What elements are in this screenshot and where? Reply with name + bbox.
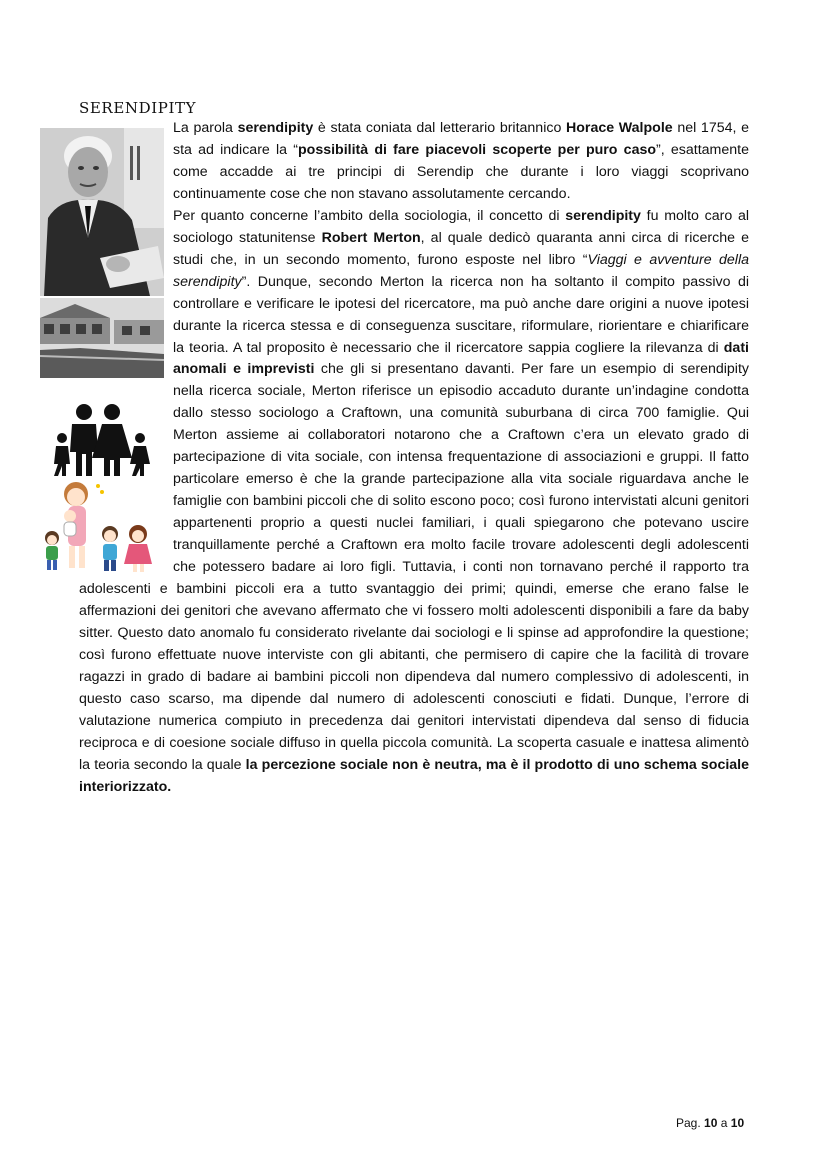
bold-definition: possibilità di fare piacevoli scoperte per puro caso: [297, 141, 657, 158]
article-body: [79, 118, 749, 799]
text-run: ”, esattamente come accadde ai tre principi di Serendip che durante i loro viaggi scoprivano continuamente cose che non stavano assolutamente cercando.: [173, 141, 749, 202]
bold-name: Robert Merton: [321, 229, 421, 246]
bold-key-phrase: dati anomali e imprevisti: [173, 339, 749, 378]
text-run: , al quale dedicò quaranta anni circa di ricerche e studi che, in un secondo momento, furono esposte nel libro “: [173, 229, 749, 268]
page-title: SERENDIPITY: [79, 99, 197, 117]
text-run: La parola: [173, 120, 238, 136]
text-run: nel 1754, e sta ad indicare la “: [173, 120, 749, 158]
page-current: 10: [704, 1116, 718, 1130]
page-number: [676, 1116, 744, 1130]
text-run: è stata coniata dal letterario britannico: [313, 120, 567, 136]
text-run: che gli si presentano davanti. Per fare un esempio di serendipity nella ricerca sociale, Merton riferisce un episodio accaduto durante un’indagine condotta dallo stesso sociologo a Craftown, una comunità suburbana di circa 700 famiglie. Qui Merton assieme ai collaboratori notarono che a Craftown c’era un elevato grado di partecipazione di vita sociale, con intensa frequentazione di associazioni e gruppi. Il fatto particolare emerso è che la grande partecipazione alla vita sociale riguardava anche le famiglie con bambini piccoli che di solito escono poco; così furono intervistati alcuni genitori appartenenti proprio a questi nuclei familiari, i quali spiegarono che potevano uscire tranquillamente perché a Craftown era molto facile trovare adolescenti degli adolescenti che potessero badare ai loro figli. Tuttavia, i conti non tornavano perché il rapporto tra adolescenti e bambini piccoli era a tutto svantaggio dei primi; quindi, emerse che erano false le affermazioni dei genitori che avevano affermato che vi fossero molti adolescenti disponibili a fare da baby sitter. Questo dato anomalo fu considerato rivelante dai sociologi e li spinse ad approfondire la questione; così furono effettuate nuove interviste con gli abitanti, che permisero di capire che la facilità di trovare ragazzi in grado di badare ai bambini piccoli non dipendeva dal numero complessivo di adolescenti, in questo caso scarso, ma dipende dal numero di adolescenti conosciuti e fidati. Dunque, l’errore di valutazione numerica compiuto in precedenza dai genitori intervistati dipendeva dal senso di fiducia reciproca e di coesione sociale diffuso in quella piccola comunità. La scoperta casuale e inattesa alimentò la teoria secondo la quale: [79, 361, 749, 773]
paragraph-1: [79, 118, 749, 206]
paragraph-2: [79, 206, 749, 799]
text-run: ”. Dunque, secondo Merton la ricerca non ha soltanto il compito passivo di controllare e verificare le ipotesi del ricercatore, ma può anche dare origini a nuove ipotesi durante la ricerca stessa e di conseguenza suscitare, riformulare, riorientare e chiarificare la teoria. A tal proposito è necessario che il ricercatore sappia cogliere la rilevanza di: [173, 273, 749, 356]
book-title: Viaggi e avventure della serendipity: [173, 251, 749, 290]
page-total: 10: [730, 1116, 745, 1130]
text-run: fu molto caro al sociologo statunitense: [173, 207, 749, 246]
text-run: Per quanto concerne l’ambito della sociologia, il concetto di: [173, 207, 566, 224]
bold-name: Horace Walpole: [566, 120, 673, 136]
bold-term: serendipity: [565, 207, 641, 224]
page-prefix: Pag.: [676, 1116, 701, 1130]
bold-conclusion: la percezione sociale non è neutra, ma è il prodotto di uno schema sociale interiorizzato.: [79, 756, 749, 795]
bold-term: serendipity: [237, 120, 314, 136]
page-separator: a: [720, 1116, 728, 1130]
image-column-spacer: [79, 118, 173, 578]
